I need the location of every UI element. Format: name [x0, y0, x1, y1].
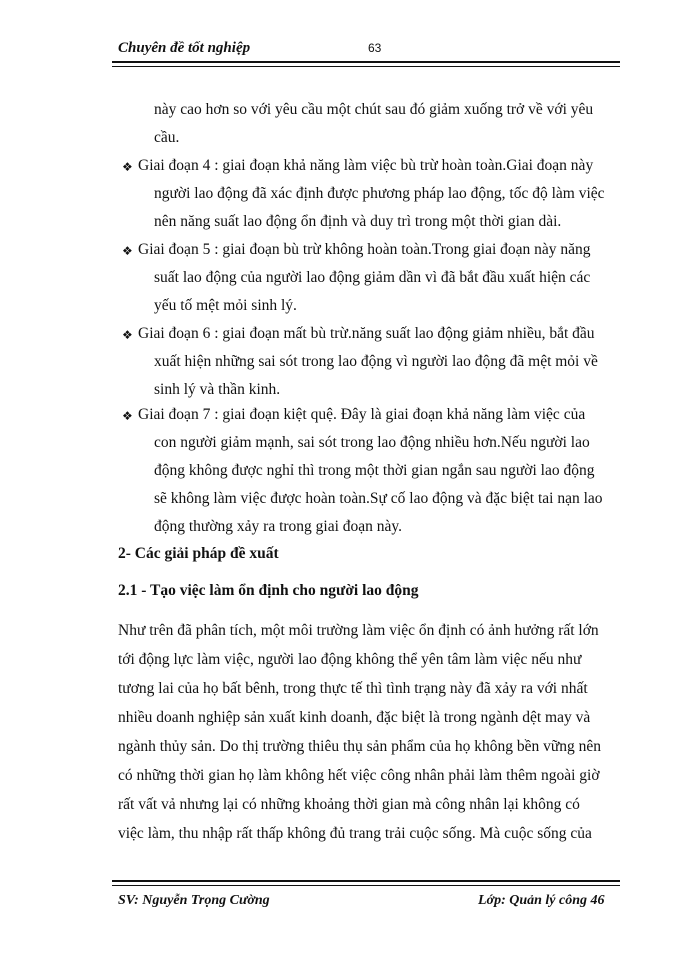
header-divider	[112, 61, 620, 67]
bullet-line: nên năng suất lao động ổn định và duy trì trong một thời gian dài.	[154, 213, 562, 230]
bullet-line: con người giảm mạnh, sai sót trong lao động nhiều hơn.Nếu người lao	[154, 434, 590, 451]
bullet-line: sẽ không làm việc được hoàn toàn.Sự cố lao động và đặc biệt tai nạn lao	[154, 490, 603, 507]
bullet-line: người lao động đã xác định được phương pháp lao động, tốc độ làm việc	[154, 185, 605, 202]
footer-divider	[112, 880, 620, 886]
bullet-line: yếu tố mệt mỏi sinh lý.	[154, 297, 297, 314]
paragraph-line: có những thời gian họ làm không hết việc công nhân phải làm thêm ngoài giờ	[118, 767, 600, 784]
bullet-line: suất lao động của người lao động giảm dần vì đã bắt đầu xuất hiện các	[154, 269, 591, 286]
paragraph-line: ngành thủy sản. Do thị trường thiêu thụ sản phẩm của họ không bền vững nên	[118, 738, 602, 755]
paragraph-line: tương lai của họ bất bênh, trong thực tế thì tình trạng này đã xảy ra với nhất	[118, 680, 588, 697]
bullet-line: Giai đoạn 7 : giai đoạn kiệt quệ. Đây là giai đoạn khả năng làm việc của	[138, 406, 586, 423]
bullet-line: Giai đoạn 4 : giai đoạn khả năng làm việc bù trừ hoàn toàn.Giai đoạn này	[138, 157, 594, 174]
bullet-line: Giai đoạn 5 : giai đoạn bù trừ không hoàn toàn.Trong giai đoạn này năng	[138, 241, 591, 258]
bullet-diamond-icon: ❖	[122, 160, 133, 174]
paragraph-line: việc làm, thu nhập rất thấp không đủ trang trải cuộc sống. Mà cuộc sống của	[118, 825, 592, 842]
paragraph-line: Như trên đã phân tích, một môi trường làm việc ổn định có ảnh hưởng rất lớn	[118, 622, 599, 639]
paragraph-line: nhiều doanh nghiệp sản xuất kinh doanh, đặc biệt là trong ngành dệt may và	[118, 709, 591, 726]
page-number: 63	[368, 41, 382, 55]
subsection-heading: 2.1 - Tạo việc làm ổn định cho người lao động	[118, 582, 419, 599]
bullet-diamond-icon: ❖	[122, 244, 133, 258]
bullet-line: Giai đoạn 6 : giai đoạn mất bù trừ.năng suất lao động giảm nhiều, bắt đầu	[138, 325, 595, 342]
paragraph-line: rất vất vả nhưng lại có những khoảng thời gian mà công nhân lại không có	[118, 796, 580, 813]
bullet-line: sinh lý và thần kinh.	[154, 381, 281, 398]
bullet-line: xuất hiện những sai sót trong lao động vì người lao động đã mệt mỏi về	[154, 353, 598, 370]
bullet-line: động thường xảy ra trong giai đoạn này.	[154, 518, 403, 535]
bullet-line: động không được nghỉ thì trong một thời gian ngắn sau người lao động	[154, 462, 595, 479]
section-heading: 2- Các giải pháp đề xuất	[118, 545, 279, 562]
footer-class-name: Lớp: Quản lý công 46	[478, 893, 605, 908]
body-line: này cao hơn so với yêu cầu một chút sau đó giảm xuống trở về với yêu	[154, 101, 594, 118]
body-line: cầu.	[154, 129, 180, 146]
paragraph-line: tới động lực làm việc, người lao động không thể yên tâm làm việc nếu như	[118, 651, 582, 668]
bullet-diamond-icon: ❖	[122, 328, 133, 342]
header-title: Chuyên đề tốt nghiệp	[118, 40, 251, 56]
bullet-diamond-icon: ❖	[122, 409, 133, 423]
footer-student-name: SV: Nguyễn Trọng Cường	[118, 893, 270, 908]
